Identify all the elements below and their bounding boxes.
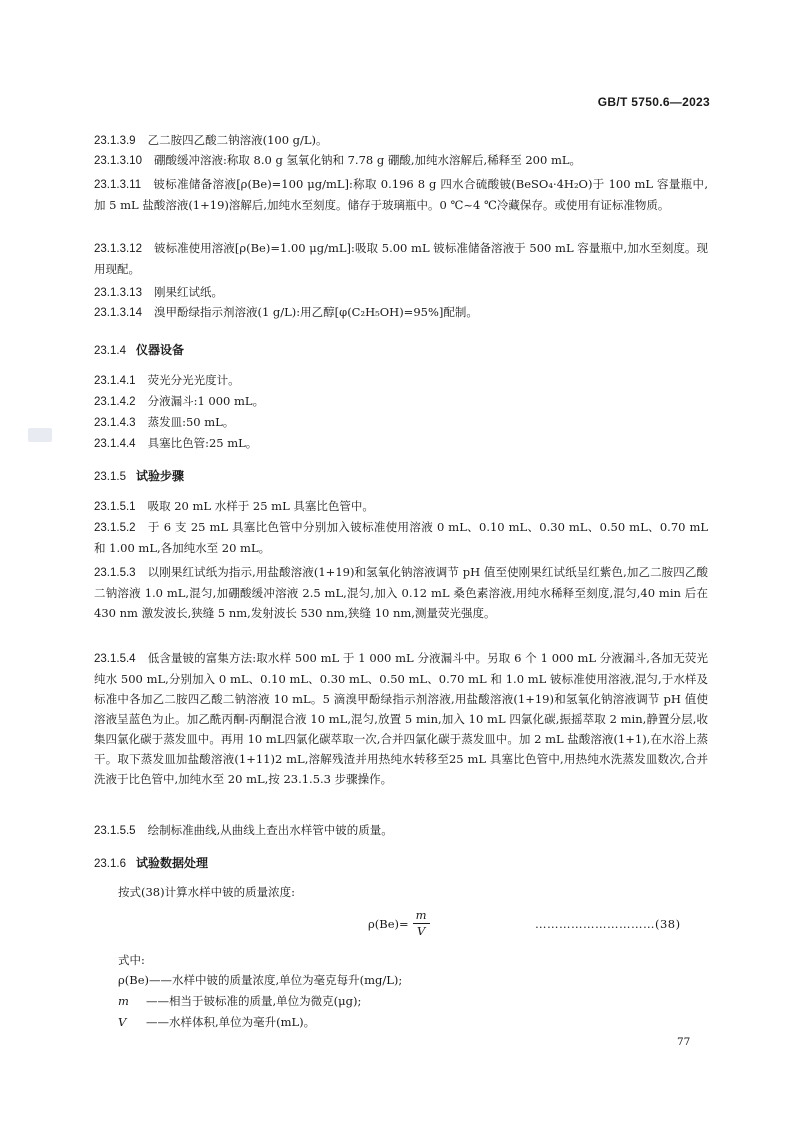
page-number: 77: [677, 1036, 691, 1048]
clause-23-1-3-11: 23.1.3.11 铍标准储备溶液[ρ(Be)=100 μg/mL]:称取 0.196 8 g 四水合硫酸铍(BeSO₄·4H₂O)于 100 mL 容量瓶中,加 5 mL 盐酸溶液(1+19)溶解后,加纯水至刻度。储存于玻璃瓶中。0 ℃~4 ℃冷藏保存。或使用有证标准物质。: [94, 177, 708, 212]
formula-lhs: ρ(Be)=: [368, 916, 409, 931]
definition-m: m ——相当于铍标准的质量,单位为微克(μg);: [118, 994, 362, 1008]
clause-23-1-5-4: 23.1.5.4 低含量铍的富集方法:取水样 500 mL 于 1 000 mL 分液漏斗中。另取 6 个 1 000 mL 分液漏斗,各加无荧光纯水 500 mL,分别加入 0 mL、0.10 mL、0.30 mL、0.50 mL、0.70 mL 和 1.0 mL 铍标准使用溶液,混匀,于水样及标准中各加乙二胺四乙酸二钠溶液 10 mL。5 滴溴甲酚绿指示剂溶液,用盐酸溶液(1+19)和氢氧化钠溶液调节 pH 值使溶液呈蓝色为止。加乙酰丙酮-丙酮混合液 10 mL,混匀,放置 5 min,加入 10 mL 四氯化碳,振摇萃取 2 min,静置分层,收集四氯化碳于蒸发皿中。再用 10 mL四氯化碳萃取一次,合并四氯化碳于蒸发皿中。加 2 mL 盐酸溶液(1+1),在水浴上蒸干。取下蒸发皿加盐酸溶液(1+11)2 mL,溶解残渣并用热纯水转移至25 mL 具塞比色管中,用热纯水洗蒸发皿数次,合并洗液于比色管中,加纯水至 20 mL,按 23.1.5.3 步骤操作。: [94, 651, 708, 786]
clause-23-1-4-4: 23.1.4.4 具塞比色管:25 mL。: [94, 436, 258, 450]
where-label: 式中:: [118, 953, 145, 967]
clause-23-1-5-1: 23.1.5.1 吸取 20 mL 水样于 25 mL 具塞比色管中。: [94, 499, 374, 513]
formula-fraction: [413, 908, 430, 939]
section-instruments-heading: 23.1.4 仪器设备: [94, 343, 184, 357]
clause-23-1-4-2: 23.1.4.2 分液漏斗:1 000 mL。: [94, 394, 265, 408]
clause-23-1-3-10: 23.1.3.10 硼酸缓冲溶液:称取 8.0 g 氢氧化钠和 7.78 g 硼酸,加纯水溶解后,稀释至 200 mL。: [94, 153, 582, 167]
standard-code-header: GB/T 5750.6—2023: [597, 95, 710, 109]
clause-23-1-3-14: 23.1.3.14 溴甲酚绿指示剂溶液(1 g/L):用乙醇[φ(C₂H₅OH)=95%]配制。: [94, 305, 478, 319]
clause-23-1-5-3: 23.1.5.3 以刚果红试纸为指示,用盐酸溶液(1+19)和氢氧化钠溶液调节 pH 值至使刚果红试纸呈红紫色,加乙二胺四乙酸二钠溶液 1.0 mL,混匀,加硼酸缓冲溶液 2.5 mL,混匀,加入 0.12 mL 桑色素溶液,用纯水稀释至刻度,混匀,40 min 后在 430 nm 激发波长,狭缝 5 nm,发射波长 530 nm,狭缝 10 nm,测量荧光强度。: [94, 565, 708, 620]
clause-23-1-4-1: 23.1.4.1 荧光分光光度计。: [94, 373, 240, 387]
calculation-intro: 按式(38)计算水样中铍的质量浓度:: [118, 885, 295, 899]
clause-23-1-3-9: 23.1.3.9 乙二胺四乙酸二钠溶液(100 g/L)。: [94, 133, 328, 147]
clause-23-1-5-5: 23.1.5.5 绘制标准曲线,从曲线上查出水样管中铍的质量。: [94, 823, 393, 837]
definition-rho: ρ(Be)——水样中铍的质量浓度,单位为毫克每升(mg/L);: [118, 973, 403, 987]
clause-23-1-4-3: 23.1.4.3 蒸发皿:50 mL。: [94, 415, 235, 429]
formula-numerator: m: [413, 908, 430, 924]
formula-38: [368, 908, 430, 939]
section-data-processing-heading: 23.1.6 试验数据处理: [94, 856, 208, 870]
section-procedure-heading: 23.1.5 试验步骤: [94, 469, 184, 483]
clause-23-1-5-2: 23.1.5.2 于 6 支 25 mL 具塞比色管中分别加入铍标准使用溶液 0 mL、0.10 mL、0.30 mL、0.50 mL、0.70 mL 和 1.00 mL,各加纯水至 20 mL。: [94, 520, 708, 555]
watermark-logo: [28, 428, 52, 442]
clause-23-1-3-12: 23.1.3.12 铍标准使用溶液[ρ(Be)=1.00 μg/mL]:吸取 5.00 mL 铍标准储备溶液于 500 mL 容量瓶中,加水至刻度。现用现配。: [94, 241, 708, 276]
clause-23-1-3-13: 23.1.3.13 刚果红试纸。: [94, 285, 223, 299]
formula-denominator: V: [416, 924, 426, 938]
definition-v: V ——水样体积,单位为毫升(mL)。: [118, 1015, 316, 1029]
equation-number: …………………………(38): [535, 917, 681, 931]
